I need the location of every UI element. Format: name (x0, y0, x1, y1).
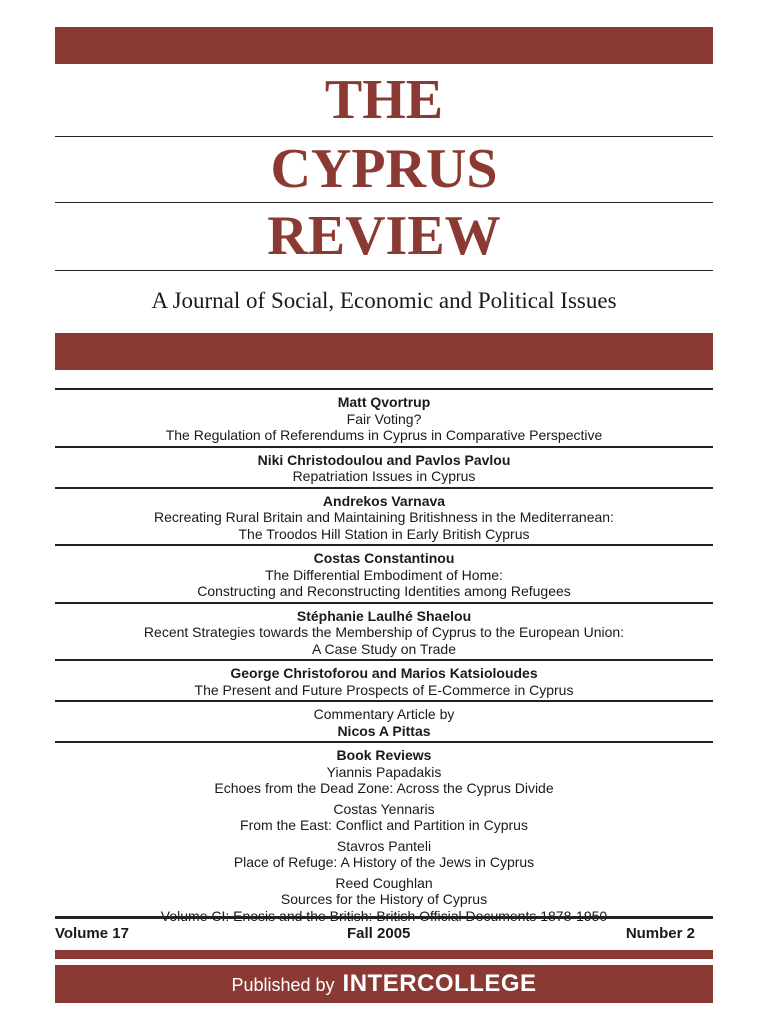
issue-date: Fall 2005 (347, 925, 411, 942)
article-author: Matt Qvortrup (337, 394, 431, 410)
commentary-entry (55, 700, 713, 741)
journal-subtitle: A Journal of Social, Economic and Political Issues (151, 288, 617, 313)
reviewed-book-title: Place of Refuge: A History of the Jews in Cyprus (233, 854, 535, 870)
article-title: The Present and Future Prospects of E-Commerce in Cyprus (194, 681, 574, 698)
commentary-author: Nicos A Pittas (337, 722, 431, 739)
article-title: A Case Study on Trade (312, 640, 456, 657)
published-by-label: Published by (231, 975, 335, 995)
title-rule (55, 202, 713, 203)
title-line-1: THE (324, 69, 444, 131)
review-item (55, 838, 713, 871)
reviewer-name: Yiannis Papadakis (326, 763, 442, 780)
review-item (55, 801, 713, 834)
reviewed-book-title: Echoes from the Dead Zone: Across the Cyprus Divide (214, 780, 554, 796)
issue-number: Number 2 (625, 925, 695, 942)
reviewed-book-title: Sources for the History of Cyprus (280, 891, 488, 907)
article-title: The Regulation of Referendums in Cyprus in Comparative Perspective (165, 427, 603, 443)
publisher-name: INTERCOLLEGE (342, 970, 537, 997)
reviewer-name: Reed Coughlan (335, 874, 433, 891)
publisher-band (55, 965, 713, 1003)
article-title: Fair Voting? (346, 410, 422, 427)
article-author: Costas Constantinou (313, 550, 455, 566)
article-entry (55, 487, 713, 545)
title-line-3: REVIEW (267, 205, 501, 267)
footer-color-band (55, 950, 713, 959)
commentary-label: Commentary Article by (313, 706, 455, 722)
reviewed-book-title: From the East: Conflict and Partition in Cyprus (240, 817, 528, 833)
table-of-contents (55, 388, 713, 926)
article-title: The Differential Embodiment of Home: (265, 566, 503, 583)
reviewer-name: Stavros Panteli (336, 837, 432, 854)
article-author: George Christoforou and Marios Katsioloudes (230, 665, 538, 681)
article-entry (55, 659, 713, 700)
article-entry (55, 388, 713, 446)
article-title: Constructing and Reconstructing Identities among Refugees (197, 583, 571, 599)
article-author: Niki Christodoulou and Pavlos Pavlou (257, 451, 511, 468)
title-rule (55, 270, 713, 271)
issue-info (55, 925, 695, 945)
article-title: Repatriation Issues in Cyprus (292, 468, 476, 484)
footer-rule (55, 916, 713, 919)
article-title: Recreating Rural Britain and Maintaining Britishness in the Mediterranean: (154, 509, 614, 525)
book-reviews-section (55, 741, 713, 926)
review-item (55, 764, 713, 797)
title-rule (55, 136, 713, 137)
book-reviews-heading: Book Reviews (336, 747, 432, 763)
article-entry (55, 446, 713, 487)
article-title: Recent Strategies towards the Membership of Cyprus to the European Union: (143, 624, 625, 640)
volume-label: Volume 17 (55, 925, 129, 942)
reviewer-name: Costas Yennaris (333, 800, 435, 817)
middle-color-band (55, 333, 713, 370)
article-entry (55, 602, 713, 660)
title-line-2: CYPRUS (270, 138, 498, 200)
article-author: Andrekos Varnava (322, 492, 446, 509)
article-entry (55, 544, 713, 602)
top-color-band (55, 27, 713, 64)
article-author: Stéphanie Laulhé Shaelou (296, 607, 472, 624)
article-title: The Troodos Hill Station in Early British Cyprus (238, 525, 530, 542)
